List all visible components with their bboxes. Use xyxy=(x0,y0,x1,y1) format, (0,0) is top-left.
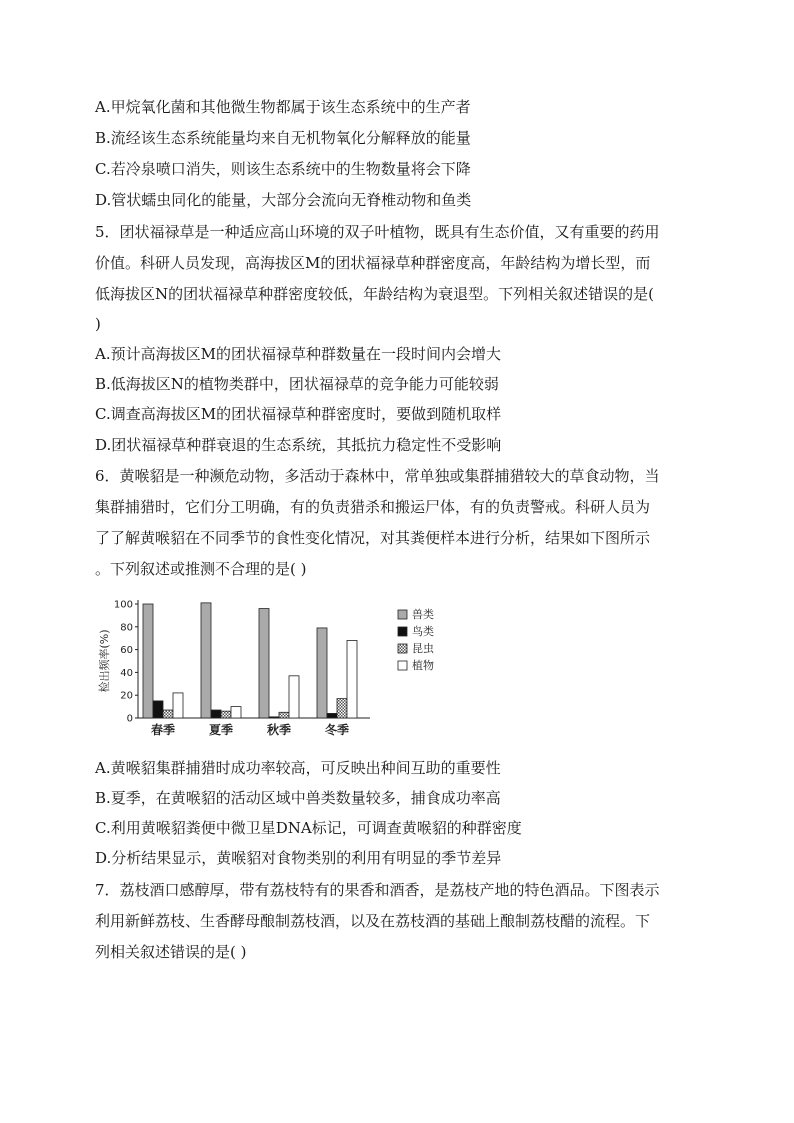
bar-植物-春季 xyxy=(173,693,183,718)
legend-label: 兽类 xyxy=(412,608,434,621)
text-line: D.分析结果显示，黄喉貂对食物类别的利用有明显的季节差异 xyxy=(95,849,502,867)
y-tick-label: 0 xyxy=(126,713,133,725)
text-line: B.夏季，在黄喉貂的活动区域中兽类数量较多，捕食成功率高 xyxy=(95,789,501,807)
y-tick-label: 100 xyxy=(113,599,133,611)
text-line: 7．荔枝酒口感醇厚，带有荔枝特有的果香和酒香，是荔枝产地的特色酒品。下图表示 xyxy=(95,881,660,899)
text-line: ) xyxy=(95,315,101,333)
bar-兽类-秋季 xyxy=(259,609,269,718)
legend-label: 鸟类 xyxy=(412,625,434,638)
text-line: 5．团状福禄草是一种适应高山环境的双子叶植物，既具有生态价值，又有重要的药用 xyxy=(95,223,660,241)
text-line: 列相关叙述错误的是( ) xyxy=(95,943,247,961)
x-category-label: 冬季 xyxy=(324,723,350,737)
text-line: 利用新鲜荔枝、生香酵母酿制荔枝酒，以及在荔枝酒的基础上酿制荔枝醋的流程。下 xyxy=(95,912,651,930)
bar-昆虫-春季 xyxy=(163,710,173,718)
y-tick-label: 80 xyxy=(120,622,133,634)
text-line: 集群捕猎时，它们分工明确，有的负责猎杀和搬运尸体，有的负责警戒。科研人员为 xyxy=(95,498,651,516)
legend-swatch-兽类 xyxy=(398,610,407,619)
x-category-label: 夏季 xyxy=(208,723,234,737)
text-line: A.预计高海拔区M的团状福禄草种群数量在一段时间内会增大 xyxy=(95,345,501,363)
bar-兽类-春季 xyxy=(143,604,153,718)
text-line: 6．黄喉貂是一种濒危动物，多活动于森林中，常单独或集群捕猎较大的草食动物，当 xyxy=(95,467,660,485)
bar-植物-冬季 xyxy=(347,640,357,718)
text-line: C.若冷泉喷口消失，则该生态系统中的生物数量将会下降 xyxy=(95,160,471,178)
text-line: B.低海拔区N的植物类群中，团状福禄草的竞争能力可能较弱 xyxy=(95,375,499,393)
bar-植物-夏季 xyxy=(231,707,241,718)
food-frequency-chart xyxy=(92,592,452,752)
legend-swatch-昆虫 xyxy=(398,644,407,653)
bar-昆虫-秋季 xyxy=(279,712,289,718)
legend-label: 植物 xyxy=(412,659,434,672)
bar-鸟类-夏季 xyxy=(211,710,221,718)
text-line: B.流经该生态系统能量均来自无机物氧化分解释放的能量 xyxy=(95,129,471,147)
text-line: A.甲烷氧化菌和其他微生物都属于该生态系统中的生产者 xyxy=(95,98,471,116)
text-line: 。下列叙述或推测不合理的是( ) xyxy=(95,560,307,578)
x-category-label: 秋季 xyxy=(266,723,292,737)
legend-label: 昆虫 xyxy=(412,642,434,655)
bar-昆虫-冬季 xyxy=(337,699,347,718)
bar-昆虫-夏季 xyxy=(221,711,231,718)
text-line: C.调查高海拔区M的团状福禄草种群密度时，要做到随机取样 xyxy=(95,405,502,423)
text-line: C.利用黄喉貂粪便中微卫星DNA标记，可调查黄喉貂的种群密度 xyxy=(95,819,522,837)
text-line: A.黄喉貂集群捕猎时成功率较高，可反映出种间互助的重要性 xyxy=(95,759,501,777)
y-tick-label: 40 xyxy=(120,667,133,679)
bar-鸟类-春季 xyxy=(153,701,163,718)
legend-swatch-鸟类 xyxy=(398,627,407,636)
text-line: 了了解黄喉貂在不同季节的食性变化情况，对其粪便样本进行分析，结果如下图所示 xyxy=(95,529,651,547)
bar-鸟类-冬季 xyxy=(327,713,337,718)
text-line: 价值。科研人员发现，高海拔区M的团状福禄草种群密度高，年龄结构为增长型，而 xyxy=(95,254,651,272)
text-line: D.团状福禄草种群衰退的生态系统，其抵抗力稳定性不受影响 xyxy=(95,436,502,454)
bar-植物-秋季 xyxy=(289,676,299,718)
bar-兽类-夏季 xyxy=(201,603,211,718)
text-line: D.管状蠕虫同化的能量，大部分会流向无脊椎动物和鱼类 xyxy=(95,191,472,209)
legend-swatch-植物 xyxy=(398,661,407,670)
x-category-label: 春季 xyxy=(150,723,176,737)
text-line: 低海拔区N的团状福禄草种群密度较低，年龄结构为衰退型。下列相关叙述错误的是( xyxy=(95,285,654,303)
bar-鸟类-秋季 xyxy=(269,717,279,718)
y-tick-label: 20 xyxy=(120,690,133,702)
bar-兽类-冬季 xyxy=(317,628,327,718)
y-tick-label: 60 xyxy=(120,645,133,657)
y-axis-label: 检出频率(%) xyxy=(98,629,111,693)
